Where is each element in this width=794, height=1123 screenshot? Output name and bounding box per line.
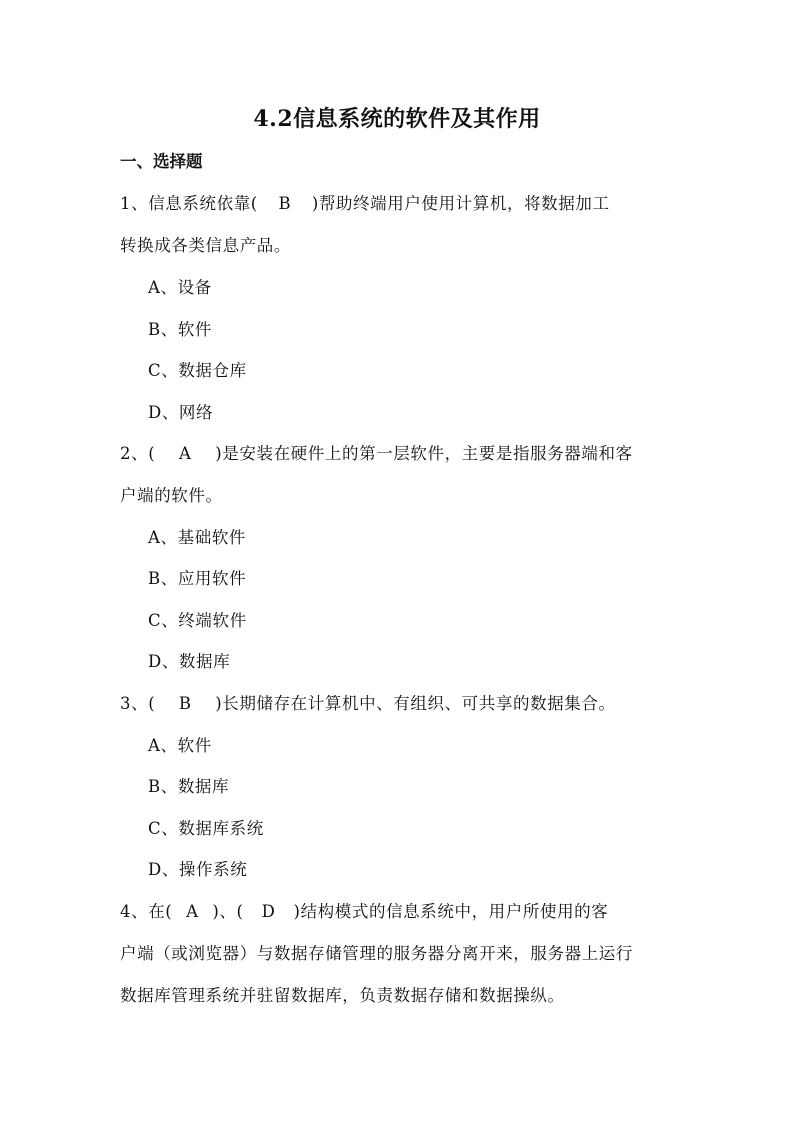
question-3-option-a: A、软件	[148, 736, 212, 755]
question-1-option-b: B、软件	[148, 320, 213, 339]
question-4-line-3: 数据库管理系统并驻留数据库，负责数据存储和数据操纵。	[120, 986, 565, 1005]
document-title: 4.2信息系统的软件及其作用	[253, 106, 541, 132]
question-2-option-b: B、应用软件	[148, 569, 247, 588]
question-1-option-c: C、数据仓库	[148, 361, 247, 380]
question-4-middle: )、(	[212, 902, 244, 921]
question-2-suffix: )是安装在硬件上的第一层软件，主要是指服务器端和客	[215, 444, 633, 463]
question-1-line-2: 转换成各类信息产品。	[120, 236, 291, 255]
question-4-answer-2: D	[261, 902, 276, 921]
question-1-option-a: A、设备	[148, 278, 212, 297]
question-2-line-1	[120, 440, 633, 464]
question-2-line-2: 户端的软件。	[120, 486, 223, 505]
question-2-option-d: D、数据库	[148, 652, 231, 671]
question-2-prefix: 2、(	[120, 444, 156, 463]
question-1-prefix: 1、信息系统依靠(	[120, 194, 258, 213]
question-2-option-a: A、基础软件	[148, 528, 247, 547]
question-4-prefix: 4、在(	[120, 902, 173, 921]
question-1-answer: B	[278, 194, 292, 213]
question-3-line-1	[120, 690, 616, 714]
question-3-prefix: 3、(	[120, 694, 156, 713]
question-1-option-d: D、网络	[148, 403, 214, 422]
question-3-option-d: D、操作系统	[148, 860, 248, 879]
question-4-answer-1: A	[186, 902, 199, 921]
question-3-option-c: C、数据库系统	[148, 819, 264, 838]
question-3-answer: B	[178, 694, 192, 713]
question-4-suffix: )结构模式的信息系统中，用户所使用的客	[293, 902, 609, 921]
question-3-option-b: B、数据库	[148, 777, 230, 796]
question-3-suffix: )长期储存在计算机中、有组织、可共享的数据集合。	[215, 694, 616, 713]
section-heading: 一、选择题	[120, 152, 203, 171]
question-1-line-1	[120, 190, 610, 214]
question-1-suffix: )帮助终端用户使用计算机，将数据加工	[311, 194, 610, 213]
question-2-answer: A	[178, 444, 192, 463]
question-2-option-c: C、终端软件	[148, 611, 247, 630]
question-4-line-2: 户端（或浏览器）与数据存储管理的服务器分离开来，服务器上运行	[120, 944, 633, 963]
question-4-line-1	[120, 898, 608, 922]
